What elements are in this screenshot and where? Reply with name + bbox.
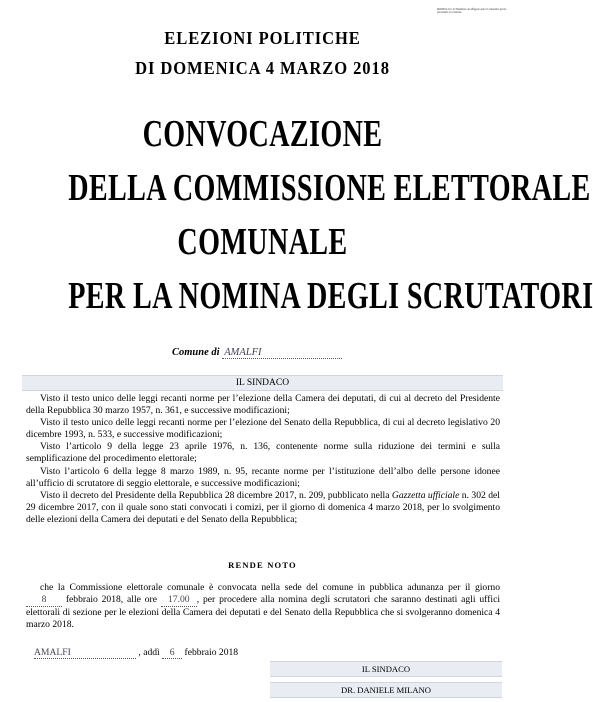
date-day-field[interactable]: 6 xyxy=(162,647,182,659)
title-comunale: COMUNALE xyxy=(177,221,348,263)
title-commissione: DELLA COMMISSIONE ELETTORALE xyxy=(68,167,591,209)
meeting-day-field[interactable]: 8 xyxy=(26,594,62,607)
comune-line xyxy=(172,347,342,359)
meeting-hour-field[interactable]: 17.00 xyxy=(161,594,197,607)
election-heading: ELEZIONI POLITICHE xyxy=(164,28,361,48)
comune-label: Comune di xyxy=(172,347,220,358)
signature-name: DR. DANIELE MILANO xyxy=(270,682,502,698)
preamble xyxy=(26,393,500,526)
place-field[interactable]: AMALFI xyxy=(34,647,136,659)
paragraph-legge-136: Visto l’articolo 9 della legge 23 aprile 1976, n. 136, contenente norme sulla riduzione dei termini e sulla semplificazione del procedimento elettorale; xyxy=(26,441,500,465)
addi-label: , addì xyxy=(138,647,160,658)
date-month-year: febbraio 2018 xyxy=(184,647,239,658)
sindaco-heading: IL SINDACO xyxy=(22,375,503,391)
form-model-note: MODELLO n. 47 Manifesto da affiggere entro il ventesimo giorno precedente la votazione xyxy=(437,8,507,15)
date-line xyxy=(34,647,238,659)
paragraph-senato: Visto il testo unico delle leggi recanti norme per l’elezione del Senato della Repubblica, di cui al decreto legislativo 20 dicembre 1993, n. 533, e successive modificazioni; xyxy=(26,417,500,441)
title-nomina-scrutatori: PER LA NOMINA DEGLI SCRUTATORI xyxy=(68,275,593,317)
election-date-heading: DI DOMENICA 4 MARZO 2018 xyxy=(135,58,390,78)
rende-noto-heading: RENDE NOTO xyxy=(228,560,297,570)
notice-paragraph: che la Commissione elettorale comunale è convocata nella sede del comune in pubblica adunanza per il giorno 8 febbraio 2018, alle ore 17.00 , per procedere alla nomina degli scrutatori che saranno destinati agli uffici elettorali di sezione per le elezioni della Camera dei deputati e del Senato della Repubblica che si svolgeranno domenica 4 marzo 2018. xyxy=(26,582,500,631)
notice xyxy=(26,582,500,631)
paragraph-camera: Visto il testo unico delle leggi recanti norme per l’elezione della Camera dei deputati, di cui al decreto del Presidente della Repubblica 30 marzo 1957, n. 361, e successive modificazioni; xyxy=(26,393,500,417)
comune-field[interactable]: AMALFI xyxy=(222,347,342,359)
gazzetta-italic: Gazzetta ufficiale xyxy=(391,489,460,501)
paragraph-decreto: Visto il decreto del Presidente della Repubblica 28 dicembre 2017, n. 209, pubblicato nella Gazzetta ufficiale n. 302 del 29 dicembre 2017, con il quale sono stati convocati i comizi, per il giorno di domenica 4 marzo 2018, per lo svolgimento delle elezioni della Camera dei deputati e del Senato della Repubblica; xyxy=(26,489,500,525)
signature-role: IL SINDACO xyxy=(270,661,502,677)
paragraph-legge-95: Visto l’articolo 6 della legge 8 marzo 1989, n. 95, recante norme per l’istituzione dell’albo delle persone idonee all’ufficio di scrutatore di seggio elettorale, e successive modificazioni; xyxy=(26,465,500,489)
title-convocazione: CONVOCAZIONE xyxy=(142,113,383,155)
